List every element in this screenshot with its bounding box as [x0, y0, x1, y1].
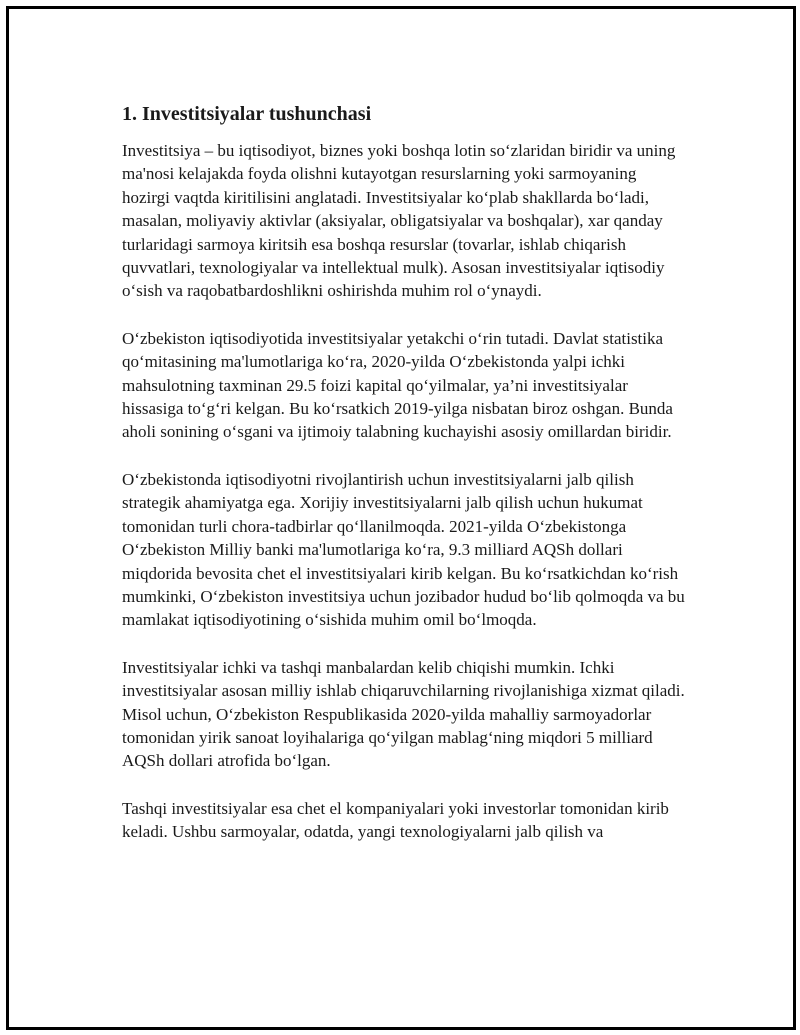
paragraph-economy-role: O‘zbekiston iqtisodiyotida investitsiyalar yetakchi o‘rin tutadi. Davlat statistika qo‘mitasining ma'lumotlariga ko‘ra, 2020-yilda O‘zbekistonda yalpi ichki mahsulotning taxminan 29.5 foizi kapital qo‘yilmalar, ya’ni investitsiyalar hissasiga to‘g‘ri kelgan. Bu ko‘rsatkich 2019-yilga nisbatan biroz oshgan. Bunda aholi sonining o‘sgani va ijtimoiy talabning kuchayishi asosiy omillardan biridir. — [122, 328, 673, 442]
paragraph-foreign-investment: Tashqi investitsiyalar esa chet el kompaniyalari yoki investorlar tomonidan kirib keladi. Ushbu sarmoyalar, odatda, yangi texnologiyalarni jalb qilish va — [122, 798, 669, 842]
paragraph-internal-external: Investitsiyalar ichki va tashqi manbalardan kelib chiqishi mumkin. Ichki investitsiyalar asosan milliy ishlab chiqaruvchilarning rivojlanishiga xizmat qiladi. Misol uchun, O‘zbekiston Respublikasida 2020-yilda mahalliy sarmoyadorlar tomonidan yirik sanoat loyihalariga qo‘yilgan mablag‘ning miqdori 5 milliard AQSh dollari atrofida bo‘lgan. — [122, 657, 685, 771]
section-heading: 1. Investitsiyalar tushunchasi — [122, 103, 372, 125]
paragraph-definition: Investitsiya – bu iqtisodiyot, biznes yoki boshqa lotin so‘zlaridan biridir va uning ma'nosi kelajakda foyda olishni kutayotgan resurslarning yoki sarmoyaning hozirgi vaqtda kiritilisini anglatadi. Investitsiyalar ko‘plab shakllarda bo‘ladi, masalan, moliyaviy aktivlar (aksiyalar, obligatsiyalar va boshqalar), xar qanday turlaridagi sarmoya kiritsih esa boshqa resurslar (tovarlar, ishlab chiqarish quvvatlari, texnologiyalar va intellektual mulk). Asosan investitsiyalar iqtisodiy o‘sish va raqobatbardoshlikni oshirishda muhim rol o‘ynaydi. — [122, 141, 676, 301]
document-page — [6, 6, 796, 1030]
document-body — [122, 101, 688, 868]
paragraph-attracting-investment: O‘zbekistonda iqtisodiyotni rivojlantirish uchun investitsiyalarni jalb qilish strategik ahamiyatga ega. Xorijiy investitsiyalarni jalb qilish uchun hukumat tomonidan turli chora-tadbirlar qo‘llanilmoqda. 2021-yilda O‘zbekistonga O‘zbekiston Milliy banki ma'lumotlariga ko‘ra, 9.3 milliard AQSh dollari miqdorida bevosita chet el investitsiyalari kirib kelgan. Bu ko‘rsatkichdan ko‘rish mumkinki, O‘zbekiston investitsiya uchun jozibador hudud bo‘lib qolmoqda va bu mamlakat iqtisodiyotining o‘sishida muhim omil bo‘lmoqda. — [122, 469, 685, 630]
